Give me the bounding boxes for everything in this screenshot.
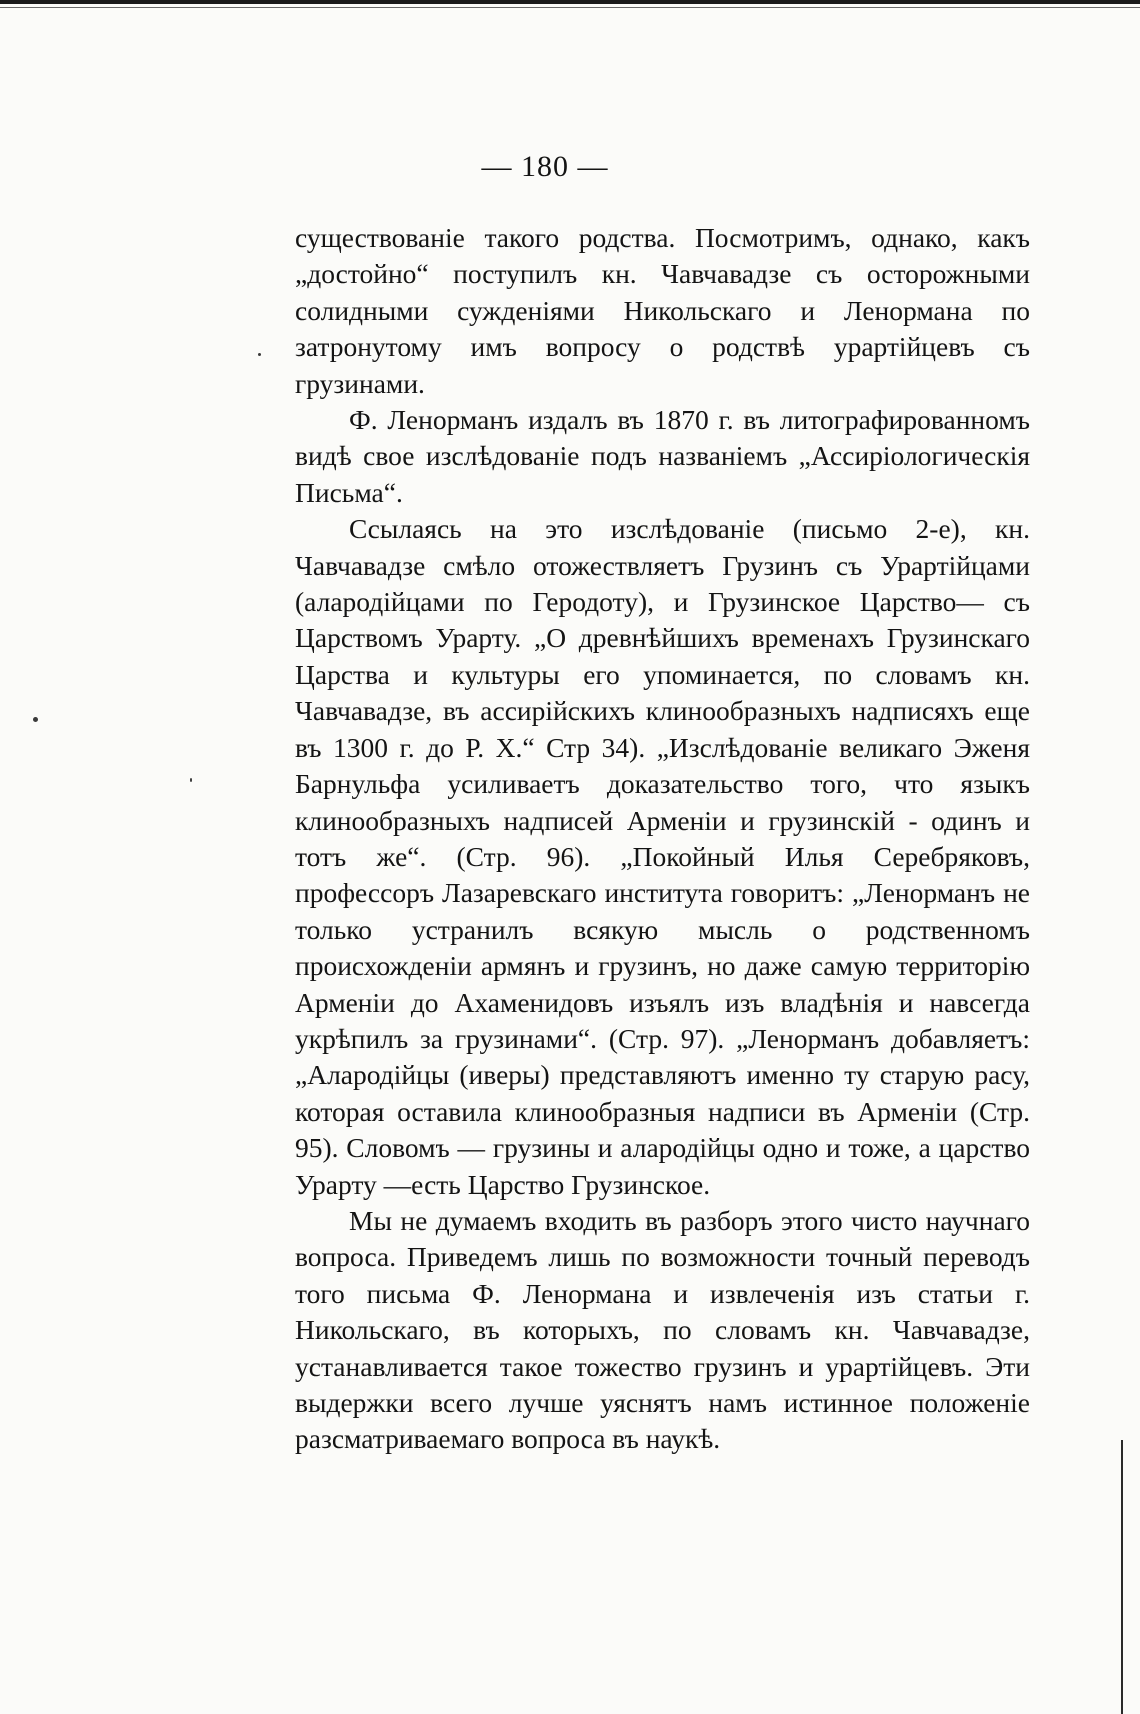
paragraph-lenormant: Ф. Ленорманъ издалъ въ 1870 г. въ литографированномъ видѣ свое изслѣдованіе подъ названіемъ „Ассиріологическія Письма“.	[295, 404, 1030, 508]
page-number: — 180 —	[481, 150, 609, 183]
scan-top-border-thin	[0, 7, 1140, 8]
body-text	[295, 220, 1030, 1458]
scan-top-border	[0, 0, 1140, 4]
margin-speck	[190, 778, 192, 782]
margin-speck	[33, 717, 38, 722]
margin-speck	[258, 353, 261, 356]
paragraph-chavchavadze: Ссылаясь на это изслѣдованіе (письмо 2-е), кн. Чавчавадзе смѣло отожествляетъ Грузинъ съ Урартійцами (алародійцами по Геродоту), и Грузинское Царство— съ Царствомъ Урарту. „О древнѣйшихъ временахъ Грузинскаго Царства и культуры его упоминается, по словамъ кн. Чавчавадзе, въ ассирійскихъ клинообразныхъ надписяхъ еще въ 1300 г. до Р. Х.“ Стр 34). „Изслѣдованіе великаго Эженя Барнульфа усиливаетъ доказательство того, что языкъ клинообразныхъ надписей Арменіи и грузинскій - одинъ и тотъ же“. (Стр. 96). „Покойный Илья Серебряковъ, профессоръ Лазаревскаго института говоритъ: „Ленорманъ не только устранилъ всякую мысль о родственномъ происхожденіи армянъ и грузинъ, но даже самую территорію Арменіи до Ахаменидовъ изъялъ изъ владѣнія и навсегда укрѣпилъ за грузинами“. (Стр. 97). „Ленорманъ добавляетъ: „Алародійцы (иверы) представляютъ именно ту старую расу, которая оставила клинообразныя надписи въ Арменіи (Стр. 95). Словомъ — грузины и алародійцы одно и тоже, а царство Урарту —есть Царство Грузинское.	[295, 513, 1030, 1200]
paragraph-conclusion: Мы не думаемъ входить въ разборъ этого чисто научнаго вопроса. Приведемъ лишь по возможности точный переводъ того письма Ф. Ленормана и извлеченія изъ статьи г. Никольскаго, въ которыхъ, по словамъ кн. Чавчавадзе, устанавливается такое тожество грузинъ и урартійцевъ. Эти выдержки всего лучше уяснятъ намъ истинное положеніе разсматриваемаго вопроса въ наукѣ.	[295, 1204, 1030, 1455]
paragraph-continuation: существованіе такого родства. Посмотримъ, однако, какъ „достойно“ поступилъ кн. Чавчавадзе съ осторожными солидными сужденіями Никольскаго и Ленормана по затронутому имъ вопросу о родствѣ урартійцевъ съ грузинами.	[295, 222, 1030, 399]
scan-right-edge	[1121, 1440, 1123, 1714]
